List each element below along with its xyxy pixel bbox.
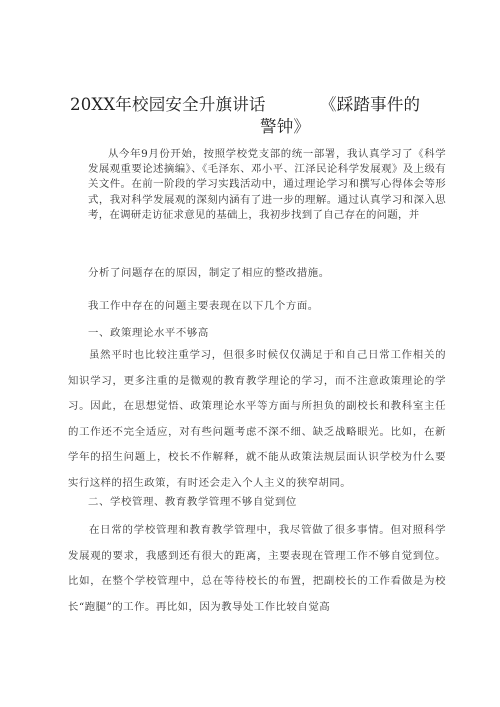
section-heading-2: 二、学校管理、教育教学管理不够自觉到位	[88, 496, 297, 508]
section-body-1: 虽然平时也比较注重学习，但很多时候仅仅满足于和自己日常工作相关的知识学习，更多注重的是微观的教育教学理论的学习，而不注意政策理论的学习。因此，在思想觉悟、政策理论水平等方面与所担负的副校长和教科室主任的工作还不完全适应，对有些问题考虑不深不细、缺乏战略眼光。比如，在新学年的招生问题上，校长不作解释，就不能从政策法规层面认识学校为什么要实行这样的招生政策，有时还会走入个人主义的狭窄胡同。	[68, 349, 446, 489]
intro-paragraph: 从今年9月份开始，按照学校党支部的统一部署，我认真学习了《科学发展观重要论述摘编》、《毛泽东、邓小平、江泽民论科学发展观》及上级有关文件。在前一阶段的学习实践活动中，通过理论学习和撰写心得体会等形式，我对科学发展观的深刻内涵有了进一步的理解。通过认真学习和深入思考，在调研走访征求意见的基础上，我初步找到了自己存在的问题，并	[88, 148, 446, 221]
title-line-2: 警钟》	[260, 117, 311, 136]
title-line-1: 20XX年校园安全升旗讲话 《踩踏事件的	[70, 95, 421, 114]
document-title	[70, 94, 450, 138]
section-heading-1: 一、政策理论水平不够高	[88, 327, 209, 339]
paragraph-analysis: 分析了问题存在的原因，制定了相应的整改措施。	[88, 267, 330, 279]
section-body-2: 在日常的学校管理和教育教学管理中，我尽管做了很多事情。但对照科学发展观的要求，我感到还有很大的距离，主要表现在管理工作不够自觉到位。比如，在整个学校管理中，总在等待校长的布置，把副校长的工作看做是为校长“跑腿”的工作。再比如，因为教导处工作比较自觉高	[68, 524, 446, 613]
paragraph-problems-summary: 我工作中存在的问题主要表现在以下几个方面。	[88, 300, 319, 312]
